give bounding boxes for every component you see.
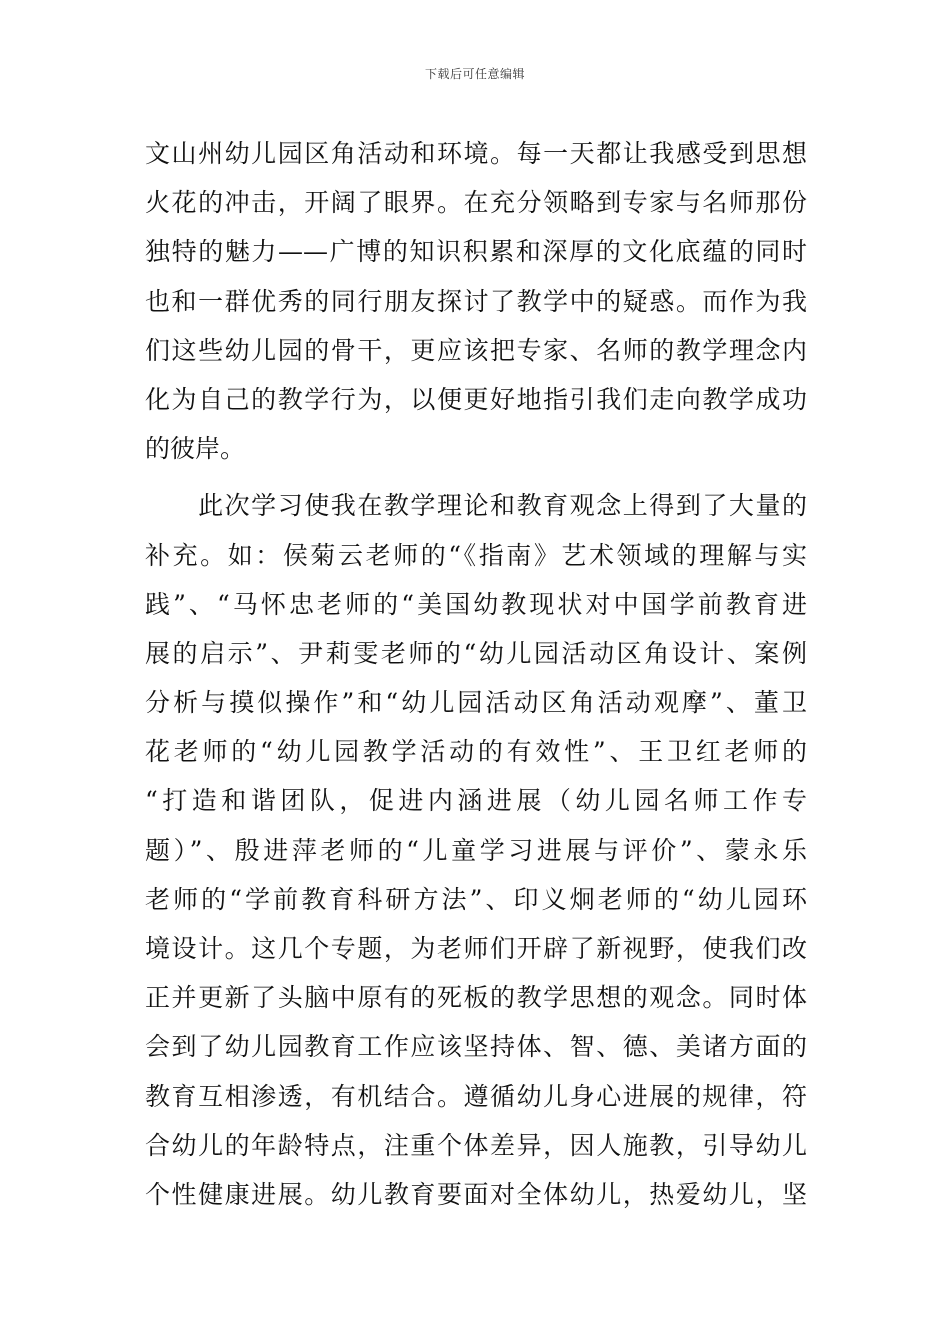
text-line: 独特的魅力——广博的知识积累和深厚的文化底蕴的同时 [145,237,807,267]
text-line: 花老师的“幼儿园教学活动的有效性”、王卫红老师的 [145,737,807,767]
text-line: 的彼岸。 [145,434,246,464]
text-line: 补充。如：侯菊云老师的“《指南》艺术领域的理解与实 [145,540,807,570]
text-line: 此次学习使我在教学理论和教育观念上得到了大量的 [145,491,807,521]
text-line: “打造和谐团队，促进内涵进展（幼儿园名师工作专 [145,786,807,816]
text-line: 正并更新了头脑中原有的死板的教学思想的观念。同时体 [145,983,807,1013]
text-line: 个性健康进展。幼儿教育要面对全体幼儿，热爱幼儿，坚 [145,1179,807,1209]
text-line: 践”、“马怀忠老师的“美国幼教现状对中国学前教育进 [145,589,807,619]
text-line: 教育互相渗透，有机结合。遵循幼儿身心进展的规律，符 [145,1081,807,1111]
text-line: 化为自己的教学行为，以便更好地指引我们走向教学成功 [145,384,807,414]
page-header-note: 下载后可任意编辑 [424,67,525,81]
paragraph-gap [145,473,807,481]
text-line: 老师的“学前教育科研方法”、印义炯老师的“幼儿园环 [145,884,807,914]
text-line: 展的启示”、尹莉雯老师的“幼儿园活动区角设计、案例 [145,638,807,668]
text-line: 文山州幼儿园区角活动和环境。每一天都让我感受到思想 [145,139,807,168]
paragraph-2 [145,481,807,1219]
paragraph-1 [145,129,807,473]
text-line: 分析与摸似操作”和“幼儿园活动区角活动观摩”、董卫 [145,688,807,718]
text-line: 境设计。这几个专题，为老师们开辟了新视野，使我们改 [145,934,807,963]
document-body [145,129,807,1219]
text-line: 合幼儿的年龄特点，注重个体差异，因人施教，引导幼儿 [145,1130,807,1160]
text-line: 火花的冲击，开阔了眼界。在充分领略到专家与名师那份 [145,188,807,218]
text-line: 也和一群优秀的同行朋友探讨了教学中的疑惑。而作为我 [145,286,807,316]
text-line: 题）”、殷进萍老师的“儿童学习进展与评价”、蒙永乐 [145,835,807,865]
text-line: 们这些幼儿园的骨干，更应该把专家、名师的教学理念内 [145,335,807,365]
text-line: 会到了幼儿园教育工作应该坚持体、智、德、美诸方面的 [145,1032,807,1062]
